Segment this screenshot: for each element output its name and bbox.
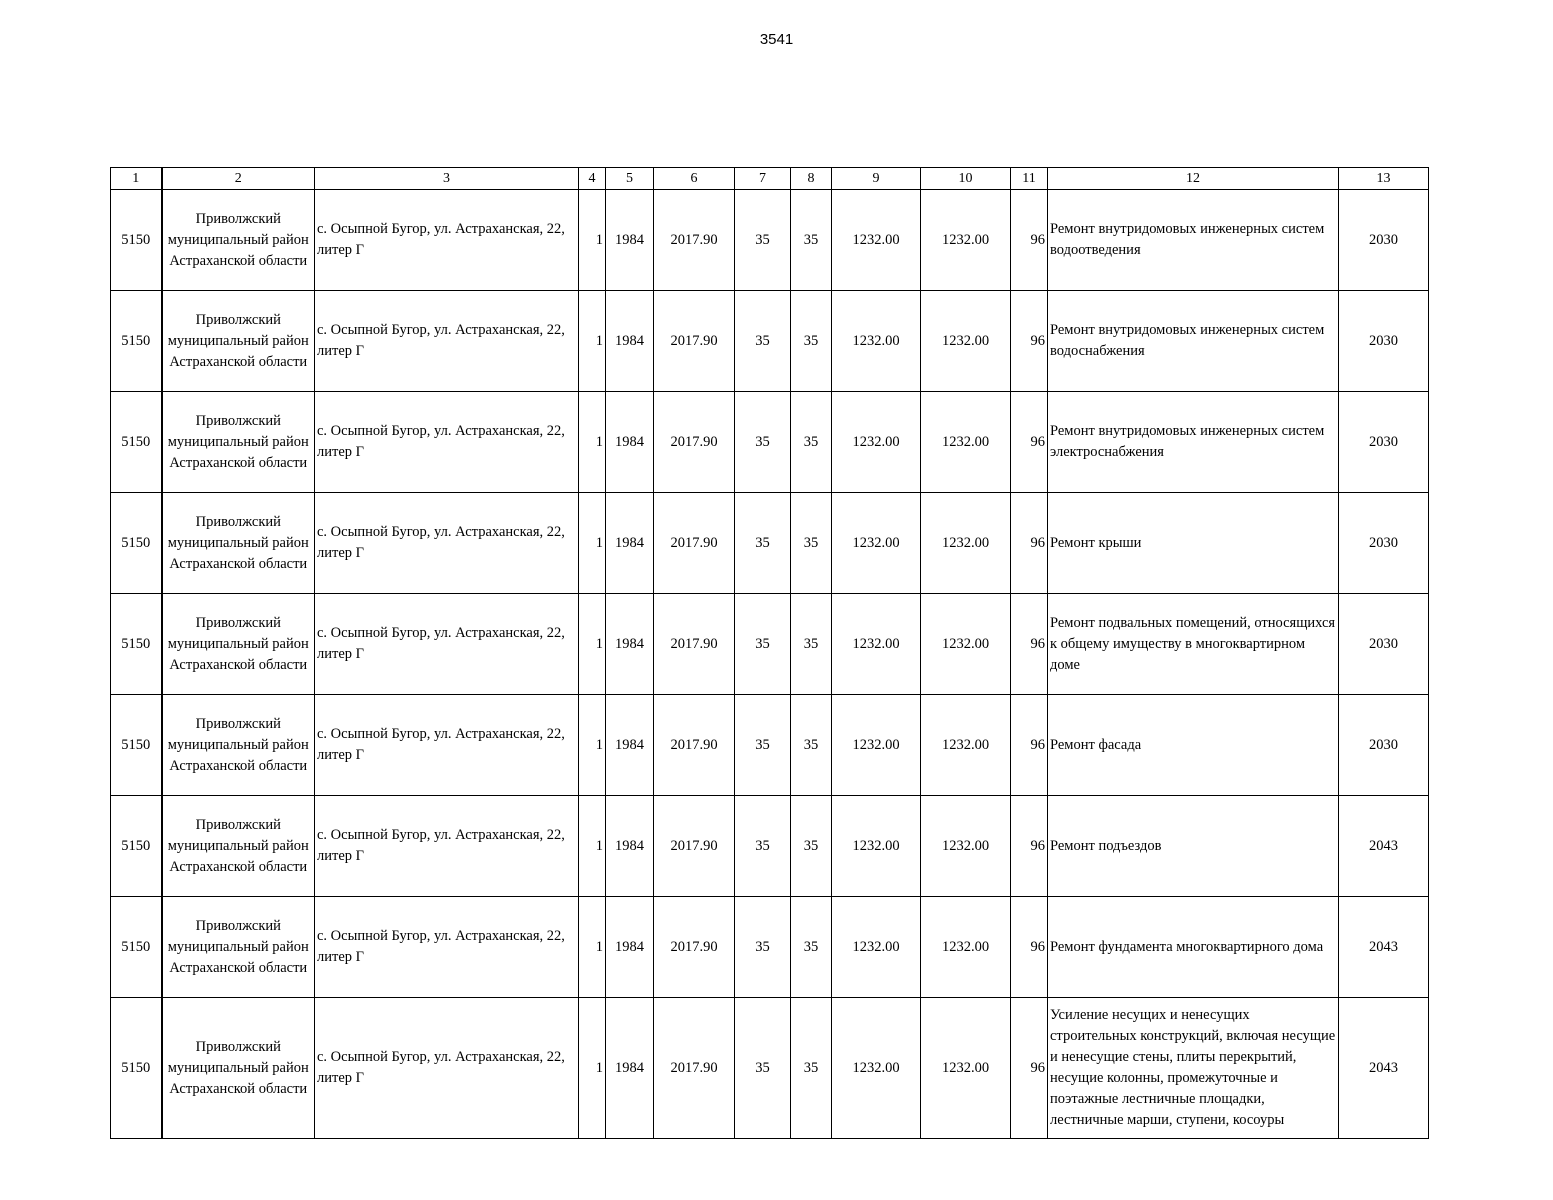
municipality-text: Приволжский муниципальный район Астраханской области bbox=[167, 513, 309, 572]
col-4-text: 1 bbox=[595, 433, 603, 450]
col-8-text: 35 bbox=[803, 1059, 819, 1076]
column-header-9: 9 bbox=[832, 168, 921, 190]
cell-col-8 bbox=[791, 493, 832, 594]
cell-col-11 bbox=[1011, 695, 1048, 796]
cell-col-10 bbox=[921, 998, 1011, 1139]
work-type-text: Ремонт внутридомовых инженерных систем электроснабжения bbox=[1050, 423, 1325, 460]
column-header-6: 6 bbox=[654, 168, 735, 190]
cell-row-number bbox=[111, 998, 162, 1139]
col-10-text: 1232.00 bbox=[941, 635, 990, 652]
cell-year bbox=[606, 392, 654, 493]
cell-work-type bbox=[1048, 190, 1339, 291]
planned-year-text: 2030 bbox=[1369, 736, 1398, 753]
register-table bbox=[110, 167, 1429, 1139]
cell-col-11 bbox=[1011, 190, 1048, 291]
column-header-7: 7 bbox=[735, 168, 791, 190]
cell-work-type bbox=[1048, 493, 1339, 594]
cell-address bbox=[315, 695, 579, 796]
cell-work-type bbox=[1048, 392, 1339, 493]
col-11-text: 96 bbox=[1030, 837, 1045, 854]
municipality-text: Приволжский муниципальный район Астраханской области bbox=[167, 715, 309, 774]
cell-col-7 bbox=[735, 897, 791, 998]
row-number-text: 5150 bbox=[121, 231, 151, 248]
cell-col-11 bbox=[1011, 897, 1048, 998]
work-type-text: Ремонт внутридомовых инженерных систем водоотведения bbox=[1050, 221, 1325, 258]
year-text: 1984 bbox=[615, 837, 644, 854]
cell-year bbox=[606, 695, 654, 796]
cell-year bbox=[606, 190, 654, 291]
col-7-text: 35 bbox=[755, 837, 770, 854]
cell-col-10 bbox=[921, 493, 1011, 594]
year-text: 1984 bbox=[615, 736, 644, 753]
cell-col-9 bbox=[832, 998, 921, 1139]
cell-area bbox=[654, 897, 735, 998]
municipality-text: Приволжский муниципальный район Астраханской области bbox=[167, 614, 309, 673]
col-7-text: 35 bbox=[755, 231, 770, 248]
cell-col-4 bbox=[579, 897, 606, 998]
cell-year bbox=[606, 291, 654, 392]
cell-col-9 bbox=[832, 190, 921, 291]
col-8-text: 35 bbox=[803, 231, 819, 248]
cell-col-7 bbox=[735, 291, 791, 392]
column-header-5: 5 bbox=[606, 168, 654, 190]
cell-col-4 bbox=[579, 392, 606, 493]
cell-col-11 bbox=[1011, 392, 1048, 493]
cell-col-4 bbox=[579, 190, 606, 291]
cell-col-4 bbox=[579, 493, 606, 594]
cell-col-9 bbox=[832, 594, 921, 695]
table-row bbox=[111, 493, 1429, 594]
row-number-text: 5150 bbox=[121, 1059, 151, 1076]
cell-address bbox=[315, 392, 579, 493]
cell-col-7 bbox=[735, 998, 791, 1139]
table-row bbox=[111, 695, 1429, 796]
cell-col-9 bbox=[832, 796, 921, 897]
col-9-text: 1232.00 bbox=[852, 635, 900, 652]
address-text: с. Осыпной Бугор, ул. Астраханская, 22, литер Г bbox=[317, 726, 565, 763]
area-text: 2017.90 bbox=[670, 534, 718, 551]
cell-year bbox=[606, 796, 654, 897]
column-header-12: 12 bbox=[1048, 168, 1339, 190]
col-7-text: 35 bbox=[755, 534, 770, 551]
col-8-text: 35 bbox=[803, 736, 819, 753]
cell-col-4 bbox=[579, 291, 606, 392]
header-row bbox=[111, 168, 1429, 190]
column-header-10: 10 bbox=[921, 168, 1011, 190]
col-7-text: 35 bbox=[755, 1059, 770, 1076]
area-text: 2017.90 bbox=[670, 1059, 718, 1076]
col-8-text: 35 bbox=[803, 433, 819, 450]
cell-planned-year bbox=[1339, 998, 1429, 1139]
cell-col-11 bbox=[1011, 493, 1048, 594]
cell-municipality bbox=[162, 796, 315, 897]
cell-row-number bbox=[111, 897, 162, 998]
cell-municipality bbox=[162, 998, 315, 1139]
cell-row-number bbox=[111, 796, 162, 897]
work-type-text: Ремонт подвальных помещений, относящихся к общему имуществу в многоквартирном доме bbox=[1050, 614, 1336, 673]
col-9-text: 1232.00 bbox=[852, 332, 900, 349]
address-text: с. Осыпной Бугор, ул. Астраханская, 22, литер Г bbox=[317, 827, 565, 864]
cell-planned-year bbox=[1339, 291, 1429, 392]
table-row bbox=[111, 190, 1429, 291]
col-11-text: 96 bbox=[1030, 534, 1045, 551]
col-8-text: 35 bbox=[803, 534, 819, 551]
cell-col-7 bbox=[735, 695, 791, 796]
col-11-text: 96 bbox=[1030, 635, 1045, 652]
cell-col-8 bbox=[791, 897, 832, 998]
year-text: 1984 bbox=[615, 332, 644, 349]
col-11-text: 96 bbox=[1030, 231, 1045, 248]
cell-row-number bbox=[111, 291, 162, 392]
cell-area bbox=[654, 594, 735, 695]
row-number-text: 5150 bbox=[121, 736, 151, 753]
col-9-text: 1232.00 bbox=[852, 231, 900, 248]
table-row bbox=[111, 291, 1429, 392]
cell-address bbox=[315, 291, 579, 392]
col-4-text: 1 bbox=[595, 736, 603, 753]
column-header-2: 2 bbox=[162, 168, 315, 190]
col-9-text: 1232.00 bbox=[852, 837, 900, 854]
area-text: 2017.90 bbox=[670, 635, 718, 652]
col-10-text: 1232.00 bbox=[941, 837, 990, 854]
cell-col-7 bbox=[735, 190, 791, 291]
year-text: 1984 bbox=[615, 938, 644, 955]
cell-address bbox=[315, 796, 579, 897]
cell-row-number bbox=[111, 190, 162, 291]
cell-address bbox=[315, 897, 579, 998]
cell-row-number bbox=[111, 493, 162, 594]
col-10-text: 1232.00 bbox=[941, 938, 990, 955]
col-10-text: 1232.00 bbox=[941, 736, 990, 753]
work-type-text: Ремонт подъездов bbox=[1050, 837, 1162, 854]
address-text: с. Осыпной Бугор, ул. Астраханская, 22, литер Г bbox=[317, 221, 565, 258]
col-4-text: 1 bbox=[595, 534, 603, 551]
cell-col-7 bbox=[735, 392, 791, 493]
cell-col-9 bbox=[832, 493, 921, 594]
cell-col-8 bbox=[791, 594, 832, 695]
col-4-text: 1 bbox=[595, 837, 603, 854]
col-9-text: 1232.00 bbox=[852, 736, 900, 753]
col-9-text: 1232.00 bbox=[852, 1059, 900, 1076]
cell-col-4 bbox=[579, 594, 606, 695]
cell-col-8 bbox=[791, 796, 832, 897]
table-row bbox=[111, 594, 1429, 695]
address-text: с. Осыпной Бугор, ул. Астраханская, 22, литер Г bbox=[317, 322, 565, 359]
col-11-text: 96 bbox=[1030, 736, 1045, 753]
work-type-text: Усиление несущих и ненесущих строительных конструкций, включая несущие и ненесущие стены, плиты перекрытий, несущие колонны, промежуточные и поэтажные лестничные площадки, лестничные марши, ступени, косоуры bbox=[1050, 1007, 1336, 1128]
area-text: 2017.90 bbox=[670, 332, 718, 349]
cell-col-4 bbox=[579, 998, 606, 1139]
col-10-text: 1232.00 bbox=[941, 1059, 990, 1076]
col-7-text: 35 bbox=[755, 433, 770, 450]
area-text: 2017.90 bbox=[670, 938, 718, 955]
column-header-11: 11 bbox=[1011, 168, 1048, 190]
cell-municipality bbox=[162, 493, 315, 594]
cell-col-9 bbox=[832, 695, 921, 796]
table-body bbox=[111, 190, 1429, 1139]
work-type-text: Ремонт крыши bbox=[1050, 534, 1142, 551]
cell-municipality bbox=[162, 190, 315, 291]
cell-area bbox=[654, 392, 735, 493]
cell-col-10 bbox=[921, 190, 1011, 291]
cell-col-8 bbox=[791, 998, 832, 1139]
table-row bbox=[111, 392, 1429, 493]
col-11-text: 96 bbox=[1030, 332, 1045, 349]
cell-year bbox=[606, 897, 654, 998]
col-7-text: 35 bbox=[755, 736, 770, 753]
col-4-text: 1 bbox=[595, 938, 603, 955]
col-11-text: 96 bbox=[1030, 938, 1045, 955]
col-7-text: 35 bbox=[755, 635, 770, 652]
cell-area bbox=[654, 493, 735, 594]
year-text: 1984 bbox=[615, 635, 644, 652]
cell-col-7 bbox=[735, 493, 791, 594]
cell-col-4 bbox=[579, 796, 606, 897]
col-10-text: 1232.00 bbox=[941, 534, 990, 551]
cell-col-4 bbox=[579, 695, 606, 796]
year-text: 1984 bbox=[615, 433, 644, 450]
cell-col-10 bbox=[921, 392, 1011, 493]
cell-planned-year bbox=[1339, 190, 1429, 291]
planned-year-text: 2043 bbox=[1369, 1059, 1398, 1076]
col-10-text: 1232.00 bbox=[941, 332, 990, 349]
cell-area bbox=[654, 695, 735, 796]
column-header-1: 1 bbox=[111, 168, 162, 190]
col-11-text: 96 bbox=[1030, 1059, 1045, 1076]
cell-planned-year bbox=[1339, 695, 1429, 796]
column-header-4: 4 bbox=[579, 168, 606, 190]
cell-col-8 bbox=[791, 392, 832, 493]
cell-work-type bbox=[1048, 998, 1339, 1139]
table-row bbox=[111, 796, 1429, 897]
planned-year-text: 2030 bbox=[1369, 635, 1398, 652]
cell-planned-year bbox=[1339, 796, 1429, 897]
municipality-text: Приволжский муниципальный район Астраханской области bbox=[167, 210, 309, 269]
cell-col-7 bbox=[735, 796, 791, 897]
municipality-text: Приволжский муниципальный район Астраханской области bbox=[167, 311, 309, 370]
col-8-text: 35 bbox=[803, 332, 819, 349]
cell-year bbox=[606, 493, 654, 594]
planned-year-text: 2043 bbox=[1369, 938, 1398, 955]
col-9-text: 1232.00 bbox=[852, 433, 900, 450]
cell-planned-year bbox=[1339, 897, 1429, 998]
col-4-text: 1 bbox=[595, 231, 603, 248]
year-text: 1984 bbox=[615, 534, 644, 551]
column-header-13: 13 bbox=[1339, 168, 1429, 190]
cell-col-9 bbox=[832, 291, 921, 392]
cell-work-type bbox=[1048, 897, 1339, 998]
area-text: 2017.90 bbox=[670, 231, 718, 248]
cell-year bbox=[606, 594, 654, 695]
cell-col-11 bbox=[1011, 796, 1048, 897]
planned-year-text: 2043 bbox=[1369, 837, 1398, 854]
area-text: 2017.90 bbox=[670, 736, 718, 753]
page-number: 3541 bbox=[759, 31, 794, 48]
address-text: с. Осыпной Бугор, ул. Астраханская, 22, литер Г bbox=[317, 928, 565, 965]
work-type-text: Ремонт внутридомовых инженерных систем водоснабжения bbox=[1050, 322, 1325, 359]
address-text: с. Осыпной Бугор, ул. Астраханская, 22, литер Г bbox=[317, 423, 565, 460]
column-header-8: 8 bbox=[791, 168, 832, 190]
planned-year-text: 2030 bbox=[1369, 534, 1398, 551]
cell-col-8 bbox=[791, 190, 832, 291]
cell-municipality bbox=[162, 291, 315, 392]
cell-year bbox=[606, 998, 654, 1139]
cell-address bbox=[315, 594, 579, 695]
cell-col-7 bbox=[735, 594, 791, 695]
cell-col-11 bbox=[1011, 998, 1048, 1139]
address-text: с. Осыпной Бугор, ул. Астраханская, 22, литер Г bbox=[317, 524, 565, 561]
cell-col-10 bbox=[921, 897, 1011, 998]
cell-address bbox=[315, 190, 579, 291]
cell-address bbox=[315, 998, 579, 1139]
municipality-text: Приволжский муниципальный район Астраханской области bbox=[167, 816, 309, 875]
cell-area bbox=[654, 796, 735, 897]
work-type-text: Ремонт фасада bbox=[1050, 736, 1142, 753]
work-type-text: Ремонт фундамента многоквартирного дома bbox=[1050, 938, 1324, 955]
year-text: 1984 bbox=[615, 1059, 644, 1076]
cell-area bbox=[654, 190, 735, 291]
cell-municipality bbox=[162, 392, 315, 493]
address-text: с. Осыпной Бугор, ул. Астраханская, 22, литер Г bbox=[317, 625, 565, 662]
col-10-text: 1232.00 bbox=[941, 231, 990, 248]
cell-col-11 bbox=[1011, 291, 1048, 392]
cell-planned-year bbox=[1339, 392, 1429, 493]
cell-col-11 bbox=[1011, 594, 1048, 695]
row-number-text: 5150 bbox=[121, 534, 151, 551]
row-number-text: 5150 bbox=[121, 635, 151, 652]
col-8-text: 35 bbox=[803, 635, 819, 652]
cell-col-8 bbox=[791, 291, 832, 392]
row-number-text: 5150 bbox=[121, 332, 151, 349]
cell-area bbox=[654, 998, 735, 1139]
col-4-text: 1 bbox=[595, 332, 603, 349]
cell-work-type bbox=[1048, 594, 1339, 695]
cell-col-10 bbox=[921, 796, 1011, 897]
row-number-text: 5150 bbox=[121, 837, 151, 854]
cell-work-type bbox=[1048, 695, 1339, 796]
cell-area bbox=[654, 291, 735, 392]
municipality-text: Приволжский муниципальный район Астраханской области bbox=[167, 412, 309, 471]
municipality-text: Приволжский муниципальный район Астраханской области bbox=[167, 917, 309, 976]
cell-work-type bbox=[1048, 796, 1339, 897]
area-text: 2017.90 bbox=[670, 433, 718, 450]
col-7-text: 35 bbox=[755, 332, 770, 349]
cell-row-number bbox=[111, 392, 162, 493]
planned-year-text: 2030 bbox=[1369, 433, 1398, 450]
cell-col-10 bbox=[921, 291, 1011, 392]
cell-row-number bbox=[111, 594, 162, 695]
cell-col-9 bbox=[832, 392, 921, 493]
municipality-text: Приволжский муниципальный район Астраханской области bbox=[167, 1038, 309, 1097]
cell-municipality bbox=[162, 594, 315, 695]
col-9-text: 1232.00 bbox=[852, 534, 900, 551]
area-text: 2017.90 bbox=[670, 837, 718, 854]
row-number-text: 5150 bbox=[121, 433, 151, 450]
col-9-text: 1232.00 bbox=[852, 938, 900, 955]
cell-municipality bbox=[162, 897, 315, 998]
col-7-text: 35 bbox=[755, 938, 770, 955]
year-text: 1984 bbox=[615, 231, 644, 248]
column-header-3: 3 bbox=[315, 168, 579, 190]
col-10-text: 1232.00 bbox=[941, 433, 990, 450]
col-8-text: 35 bbox=[803, 837, 819, 854]
table-row bbox=[111, 897, 1429, 998]
cell-row-number bbox=[111, 695, 162, 796]
col-4-text: 1 bbox=[595, 635, 603, 652]
cell-col-9 bbox=[832, 897, 921, 998]
cell-col-10 bbox=[921, 695, 1011, 796]
col-4-text: 1 bbox=[595, 1059, 603, 1076]
col-11-text: 96 bbox=[1030, 433, 1045, 450]
cell-work-type bbox=[1048, 291, 1339, 392]
cell-col-10 bbox=[921, 594, 1011, 695]
cell-planned-year bbox=[1339, 493, 1429, 594]
address-text: с. Осыпной Бугор, ул. Астраханская, 22, литер Г bbox=[317, 1049, 565, 1086]
cell-planned-year bbox=[1339, 594, 1429, 695]
cell-col-8 bbox=[791, 695, 832, 796]
cell-address bbox=[315, 493, 579, 594]
table-row bbox=[111, 998, 1429, 1139]
col-8-text: 35 bbox=[803, 938, 819, 955]
planned-year-text: 2030 bbox=[1369, 332, 1398, 349]
planned-year-text: 2030 bbox=[1369, 231, 1398, 248]
cell-municipality bbox=[162, 695, 315, 796]
row-number-text: 5150 bbox=[121, 938, 151, 955]
